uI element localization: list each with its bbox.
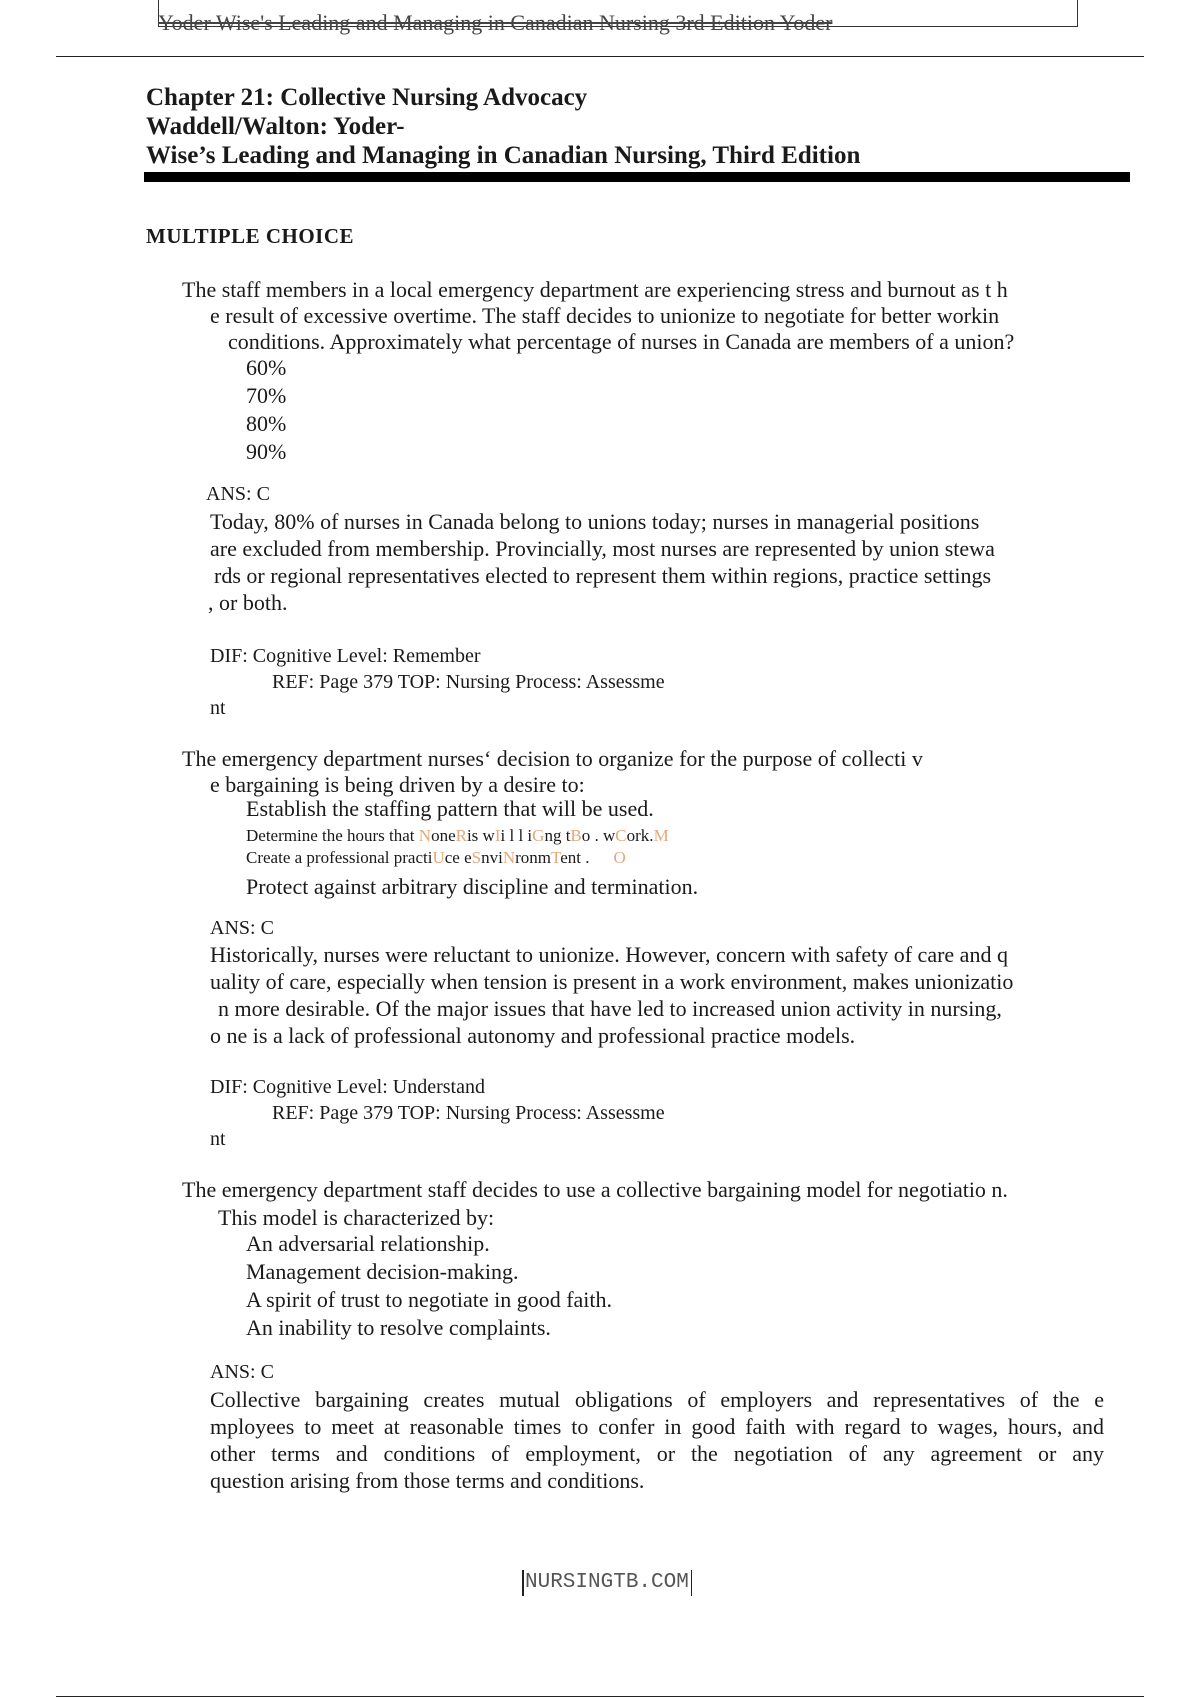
q3-rationale-line-4: question arising from those terms and conditions. bbox=[210, 1468, 645, 1493]
q2-reference-tail: nt bbox=[210, 1128, 226, 1150]
q3-rationale-line-1: Collective bargaining creates mutual obligations of employers and representatives of the e bbox=[210, 1387, 1104, 1412]
q3-option-d: An inability to resolve complaints. bbox=[246, 1315, 551, 1340]
q1-rationale-line-2: are excluded from membership. Provincially, most nurses are represented by union stewa bbox=[210, 536, 995, 561]
q3-rationale-line-3: other terms and conditions of employment, or the negotiation of any agreement or any bbox=[210, 1441, 1104, 1466]
q2-option-a: Establish the staffing pattern that will be used. bbox=[246, 796, 654, 821]
footer-watermark: NURSINGTB.COM bbox=[522, 1570, 692, 1596]
q2-rationale-line-4: o ne is a lack of professional autonomy and professional practice models. bbox=[210, 1023, 856, 1048]
q2-stem-line-1: The emergency department nurses‘ decision to organize for the purpose of collecti v bbox=[182, 746, 923, 771]
q3-rationale-line-2: mployees to meet at reasonable times to confer in good faith with regard to wages, hours, and bbox=[210, 1414, 1104, 1439]
q1-answer: ANS: C bbox=[206, 483, 270, 505]
q3-answer: ANS: C bbox=[210, 1361, 274, 1383]
q1-option-d: 90% bbox=[246, 439, 287, 464]
q1-rationale-line-3: rds or regional representatives elected to represent them within regions, practice settings bbox=[214, 563, 992, 588]
footer-rule bbox=[56, 1696, 1144, 1697]
authors-line: Waddell/Walton: Yoder- bbox=[146, 113, 405, 140]
section-heading: MULTIPLE CHOICE bbox=[146, 224, 355, 248]
q2-stem-line-2: e bargaining is being driven by a desire to: bbox=[210, 772, 585, 797]
title-thick-rule bbox=[144, 172, 1130, 182]
q2-difficulty: DIF: Cognitive Level: Understand bbox=[210, 1076, 485, 1098]
q1-stem-line-1: The staff members in a local emergency department are experiencing stress and burnout as t h bbox=[182, 277, 1008, 302]
q2-option-b: Determine the hours that NoneRis wIi l l iGng tBo . wCork.M bbox=[246, 826, 669, 845]
q1-option-b: 70% bbox=[246, 383, 287, 408]
q1-stem-line-3: conditions. Approximately what percentage of nurses in Canada are members of a union? bbox=[228, 329, 1015, 354]
q1-difficulty: DIF: Cognitive Level: Remember bbox=[210, 645, 481, 667]
q2-rationale-line-3: n more desirable. Of the major issues that have led to increased union activity in nursing, bbox=[218, 996, 1002, 1021]
q2-answer: ANS: C bbox=[210, 917, 274, 939]
q3-option-a: An adversarial relationship. bbox=[246, 1231, 490, 1256]
q1-reference-tail: nt bbox=[210, 697, 226, 719]
q1-stem-line-2: e result of excessive overtime. The staff decides to unionize to negotiate for better workin bbox=[210, 303, 1000, 328]
header-rule bbox=[56, 56, 1144, 57]
q1-rationale-line-1: Today, 80% of nurses in Canada belong to unions today; nurses in managerial positions bbox=[210, 509, 980, 534]
q1-option-a: 60% bbox=[246, 355, 287, 380]
q2-option-c: Create a professional practiUce eSnviNronmTent . O bbox=[246, 848, 626, 867]
q2-rationale-line-2: uality of care, especially when tension is present in a work environment, makes unionizatio bbox=[210, 969, 1014, 994]
q1-option-c: 80% bbox=[246, 411, 287, 436]
q1-rationale-line-4: , or both. bbox=[208, 590, 288, 615]
q3-stem-line-1: The emergency department staff decides to use a collective bargaining model for negotiatio n. bbox=[182, 1177, 1008, 1202]
book-title: Wise’s Leading and Managing in Canadian Nursing, Third Edition bbox=[146, 142, 861, 169]
q2-reference: REF: Page 379 TOP: Nursing Process: Assessme bbox=[272, 1102, 665, 1124]
q1-reference: REF: Page 379 TOP: Nursing Process: Assessme bbox=[272, 671, 665, 693]
q3-stem-line-2: This model is characterized by: bbox=[218, 1205, 495, 1230]
running-title: Yoder Wise's Leading and Managing in Canadian Nursing 3rd Edition Yoder bbox=[158, 10, 833, 35]
q3-option-c: A spirit of trust to negotiate in good faith. bbox=[246, 1287, 613, 1312]
chapter-title: Chapter 21: Collective Nursing Advocacy bbox=[146, 84, 588, 111]
q3-option-b: Management decision-making. bbox=[246, 1259, 519, 1284]
q2-rationale-line-1: Historically, nurses were reluctant to unionize. However, concern with safety of care and q bbox=[210, 942, 1008, 967]
q2-option-d: Protect against arbitrary discipline and termination. bbox=[246, 874, 699, 899]
